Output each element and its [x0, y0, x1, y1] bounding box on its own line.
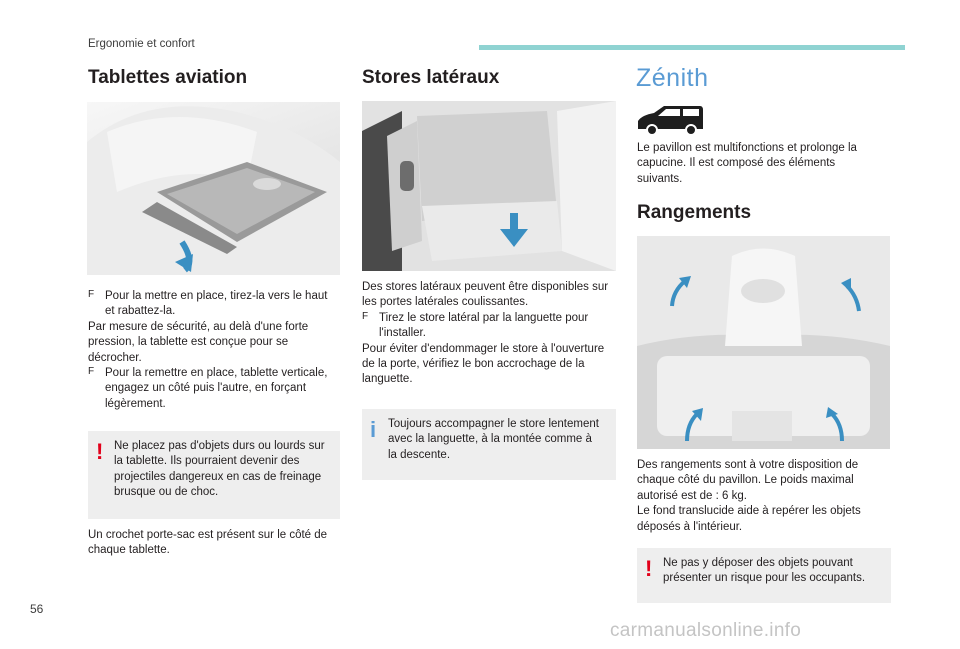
- paragraph: Le fond translucide aide à repérer les objets déposés à l'intérieur.: [637, 505, 861, 533]
- page-number: 56: [30, 602, 44, 616]
- rangements-illustration: [637, 236, 890, 449]
- paragraph: Le pavillon est multifonctions et prolonge la capucine. Il est composé des éléments suivants.: [637, 142, 857, 185]
- bullet-item: [88, 366, 340, 412]
- paragraph: Un crochet porte-sac est présent sur le côté de chaque tablette.: [88, 529, 328, 557]
- zenith-title: Zénith: [636, 64, 709, 92]
- bullet-marker: F: [362, 310, 369, 322]
- bullet-item: [88, 289, 340, 320]
- stores-title: Stores latéraux: [362, 67, 500, 88]
- bullet-marker: F: [88, 289, 95, 300]
- paragraph: Des rangements sont à votre disposition de chaque côté du pavillon. Le poids maximal autorisé est de : 6 kg.: [637, 459, 859, 502]
- warning-icon: !: [645, 556, 653, 581]
- watermark: carmanualsonline.info: [610, 620, 802, 641]
- bullet-text: Pour la remettre en place, tablette verticale, engagez un côté puis l'autre, en forçant légèrement.: [105, 367, 328, 410]
- warning-icon: !: [96, 439, 104, 464]
- info-box: [362, 409, 616, 480]
- paragraph: Des stores latéraux peuvent être disponibles sur les portes latérales coulissantes.: [362, 281, 609, 309]
- warning-box: [88, 431, 340, 519]
- bullet-marker: F: [88, 366, 95, 378]
- bullet-item: [362, 311, 616, 342]
- warning-text: Ne placez pas d'objets durs ou lourds sur la tablette. Ils pourraient devenir des projectiles dangereux en cas de freinage brusque ou de choc.: [114, 440, 325, 499]
- van-icon: [636, 103, 706, 137]
- section-header: Ergonomie et confort: [88, 38, 195, 50]
- warning-box: [637, 548, 891, 603]
- col3-body: [637, 458, 891, 535]
- warning-text: Ne pas y déposer des objets pouvant présenter un risque pour les occupants.: [663, 557, 866, 585]
- bullet-text: Tirez le store latéral par la languette pour l'installer.: [379, 311, 589, 340]
- header-accent-bar: [479, 45, 905, 50]
- col2-body: [362, 280, 616, 388]
- info-icon: i: [370, 417, 377, 442]
- store-illustration: [362, 101, 616, 271]
- tablette-illustration: [87, 102, 340, 275]
- col1-body: [88, 289, 340, 412]
- rangements-title: Rangements: [637, 202, 752, 223]
- info-text: Toujours accompagner le store lentement avec la languette, à la montée comme à la descente.: [388, 418, 599, 461]
- paragraph: Par mesure de sécurité, au delà d'une forte pression, la tablette est conçue pour se décrocher.: [88, 320, 309, 364]
- paragraph: Pour éviter d'endommager le store à l'ouverture de la porte, vérifiez le bon accrochage de la languette.: [362, 342, 605, 386]
- bullet-text: Pour la mettre en place, tirez-la vers le haut et rabattez-la.: [105, 290, 328, 318]
- tablettes-title: Tablettes aviation: [88, 67, 248, 88]
